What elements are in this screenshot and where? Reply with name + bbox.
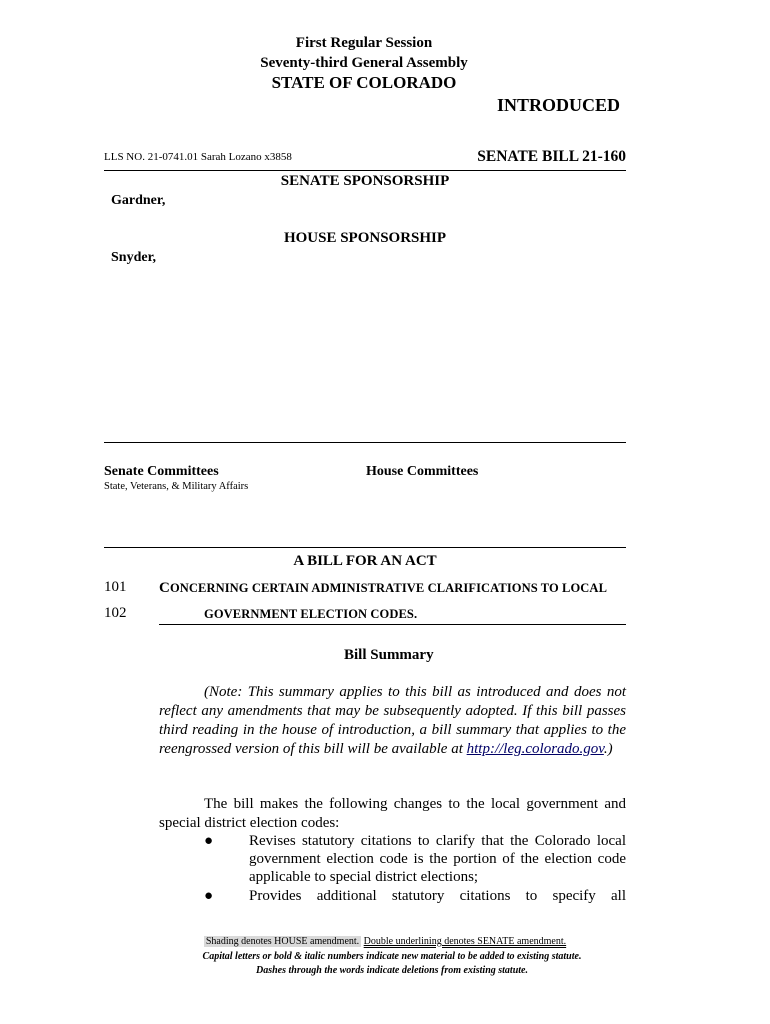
senate-sponsorship-heading: SENATE SPONSORSHIP [280, 173, 450, 189]
leg-colorado-link[interactable]: http://leg.colorado.gov [466, 741, 604, 757]
bullet-icon: ● [204, 888, 214, 904]
bill-act-heading: A BILL FOR AN ACT [293, 553, 437, 569]
summary-note-text: (Note: This summary applies to this bill as introduced and does not reflect any amendments that may be subsequently adopted. If this bill passes third reading in the house of introduction, a bill summary that applies to the reengrossed version of this bill will be available at [159, 684, 626, 757]
bill-title-line: GOVERNMENT ELECTION CODES. [204, 607, 418, 621]
summary-intro: The bill makes the following changes to the local government and special district election codes: [159, 796, 626, 831]
committees-rule [104, 547, 626, 548]
assembly-heading: Seventy-third General Assembly [260, 55, 468, 71]
amendment-legend [0, 936, 770, 947]
bullet-icon: ● [204, 833, 214, 849]
house-committees-heading: House Committees [366, 464, 479, 479]
lls-number: LLS NO. 21-0741.01 Sarah Lozano x3858 [104, 151, 292, 163]
bill-title-rule [159, 624, 626, 625]
senate-amendment-note: Double underlining denotes SENATE amendment. [363, 936, 567, 947]
bill-number: SENATE BILL 21-160 [477, 148, 626, 165]
status-label: INTRODUCED [497, 95, 621, 115]
summary-bullet: Provides additional statutory citations to specify all [249, 888, 626, 904]
summary-note [159, 683, 626, 759]
bill-title-text: ONCERNING CERTAIN ADMINISTRATIVE CLARIFICATIONS TO LOCAL [169, 581, 608, 595]
session-heading: First Regular Session [295, 35, 433, 51]
bill-title-initial: C [159, 580, 170, 596]
senate-committee-item: State, Veterans, & Military Affairs [104, 481, 249, 492]
house-sponsors: Snyder, [111, 250, 157, 265]
house-sponsorship-heading: HOUSE SPONSORSHIP [283, 230, 447, 246]
line-number: 102 [104, 605, 127, 621]
summary-note-end: .) [603, 741, 613, 757]
summary-bullet: Revises statutory citations to clarify that the Colorado local government election code is the portion of the election code applicable to special district elections; [249, 833, 626, 885]
senate-sponsors: Gardner, [111, 193, 166, 208]
sponsorship-rule [104, 442, 626, 443]
bill-title-line [159, 580, 607, 597]
summary-heading: Bill Summary [344, 647, 434, 663]
state-heading: STATE OF COLORADO [271, 73, 457, 92]
bill-info-rule [104, 170, 626, 171]
capital-letters-note: Capital letters or bold & italic numbers indicate new material to be added to existing statute. [202, 951, 582, 962]
house-amendment-note: Shading denotes HOUSE amendment. [205, 936, 360, 947]
senate-committees-heading: Senate Committees [104, 464, 219, 479]
line-number: 101 [104, 579, 127, 595]
dashes-note: Dashes through the words indicate deletions from existing statute. [256, 965, 528, 976]
